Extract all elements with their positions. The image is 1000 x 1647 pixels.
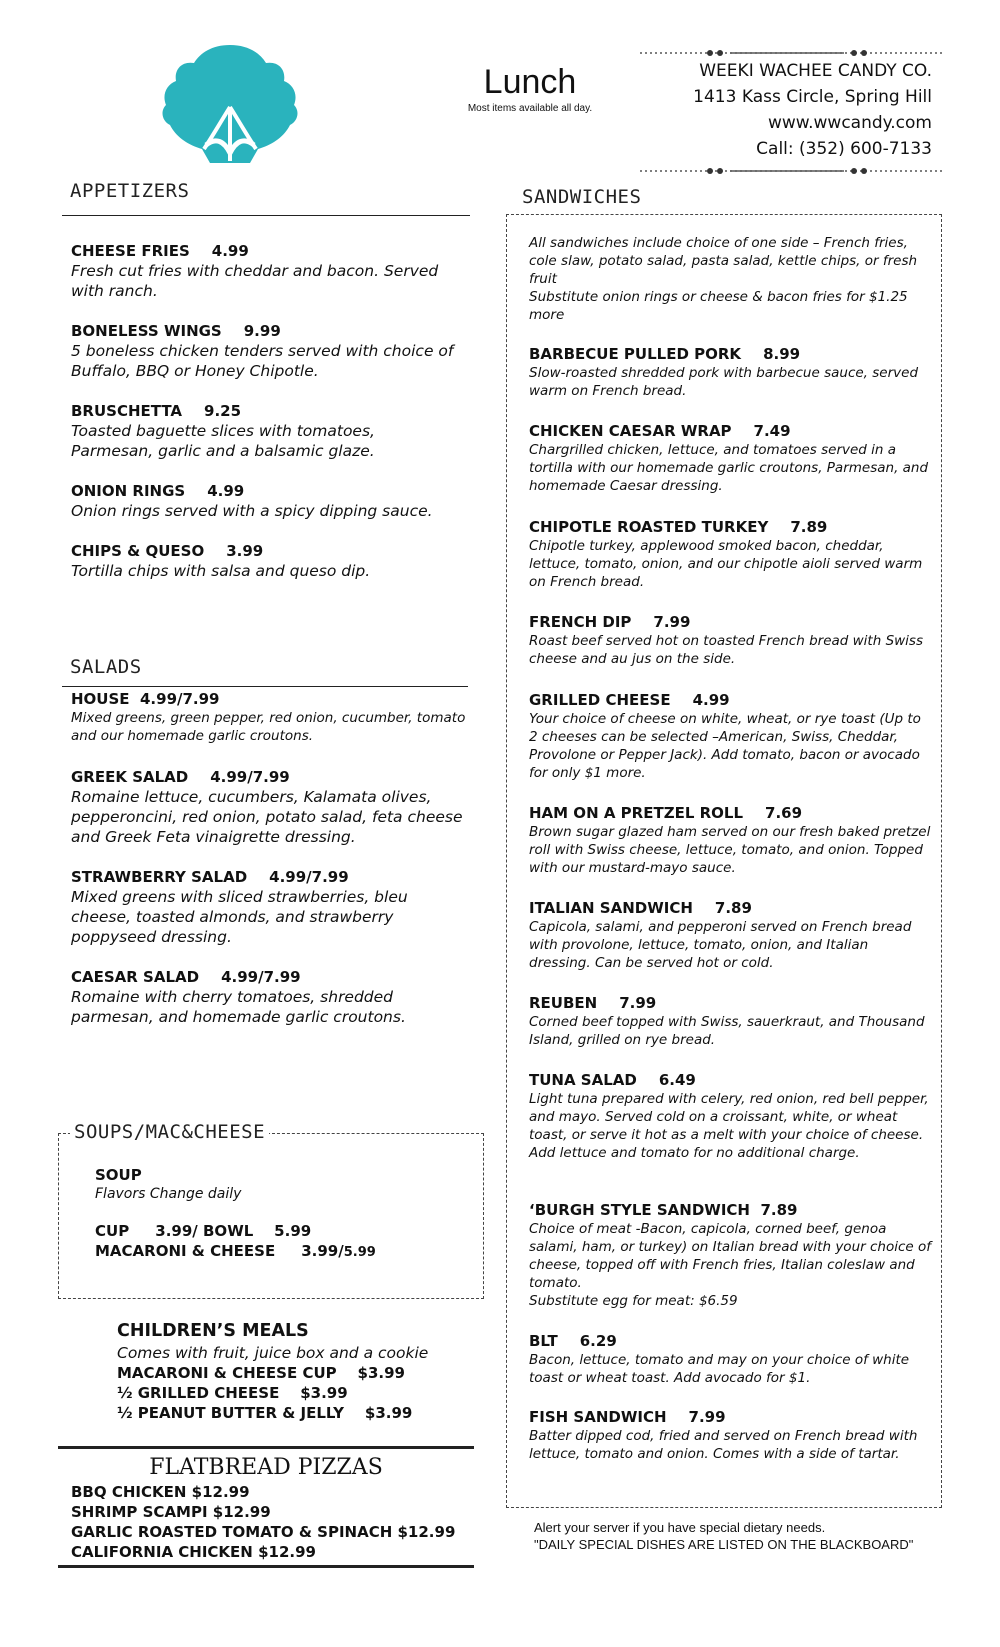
list-item: ½ GRILLED CHEESE $3.99: [117, 1384, 348, 1402]
flatbread-heading: FLATBREAD PIZZAS: [149, 1455, 383, 1480]
list-item: [71, 867, 471, 967]
company-phone: Call: (352) 600-7133: [756, 139, 932, 159]
company-website: www.wwcandy.com: [767, 113, 932, 133]
list-item: SHRIMP SCAMPI $12.99: [71, 1503, 271, 1521]
list-item: MACARONI & CHEESE CUP $3.99: [117, 1364, 405, 1382]
item-description-note: Substitute egg for meat: $6.59: [529, 1293, 738, 1309]
list-item: [71, 767, 471, 867]
appetizer-list: [71, 241, 461, 581]
sandwich-intro-substitute: Substitute onion rings or cheese & bacon fries for $1.25 more: [529, 289, 908, 323]
item-price: 7.89: [790, 518, 828, 536]
item-price: 8.99: [763, 345, 801, 363]
item-price: 4.99/7.99: [221, 968, 301, 986]
childrens-heading: CHILDREN’S MEALS: [117, 1321, 309, 1341]
item-price: 4.99: [692, 691, 730, 709]
list-item: [529, 1407, 933, 1463]
flatbread-top-rule: [58, 1446, 474, 1449]
daily-specials-note: "DAILY SPECIAL DISHES ARE LISTED ON THE BLACKBOARD": [534, 1537, 914, 1552]
item-description: Light tuna prepared with celery, red onion, red bell pepper, and mayo. Served cold on a croissant, white, or wheat toast, or serve it hot as a melt with your choice of cheese.: [529, 1091, 929, 1143]
item-description: 5 boneless chicken tenders served with choice of Buffalo, BBQ or Honey Chipotle.: [71, 342, 454, 380]
item-name: HOUSE: [71, 690, 130, 708]
item-price: 9.25: [204, 402, 242, 420]
list-item: [529, 803, 933, 898]
item-description: Brown sugar glazed ham served on our fresh baked pretzel roll with Swiss cheese, lettuce, tomato, and onion. Topped with our mustard-mayo sauce.: [529, 824, 931, 876]
item-description: Chipotle turkey, applewood smoked bacon, cheddar, lettuce, tomato, onion, and our chipotle aioli served warm on French bread.: [529, 538, 923, 590]
item-name: ‘BURGH STYLE SANDWICH: [529, 1201, 750, 1219]
mac-cheese-name: MACARONI & CHEESE: [95, 1242, 276, 1260]
item-price: 7.49: [753, 422, 791, 440]
item-price: 4.99/7.99: [269, 868, 349, 886]
shell-logo-icon: [160, 45, 300, 163]
item-description: Choice of meat -Bacon, capicola, corned beef, genoa salami, ham, or turkey) on Italian bread with your choice of cheese, topped off with French fries, Italian coleslaw and tomato.: [529, 1221, 931, 1291]
sandwiches-heading: SANDWICHES: [518, 186, 645, 208]
appetizers-heading: APPETIZERS: [70, 180, 190, 202]
salads-heading: SALADS: [70, 656, 142, 678]
item-price: 6.49: [658, 1071, 696, 1089]
item-name: TUNA SALAD: [529, 1071, 637, 1089]
item-description: Chargrilled chicken, lettuce, and tomatoes served in a tortilla with our homemade garlic croutons, Parmesan, and homemade Caesar dressing.: [529, 442, 929, 494]
sandwich-intro: All sandwiches include choice of one side – French fries, cole slaw, potato salad, pasta salad, kettle chips, or fresh fruit: [529, 235, 918, 287]
item-name: GRILLED CHEESE: [529, 691, 671, 709]
list-item: [71, 689, 471, 767]
item-description: Mixed greens with sliced strawberries, bleu cheese, toasted almonds, and strawberry poppyseed dressing.: [71, 888, 408, 946]
item-name: CHEESE FRIES: [71, 242, 190, 260]
list-item: [529, 993, 933, 1070]
mac-cheese-price-large: 5.99: [343, 1245, 376, 1260]
soups-heading: SOUPS/MAC&CHEESE: [70, 1121, 269, 1143]
soup-name: SOUP: [95, 1166, 142, 1184]
item-name: CAESAR SALAD: [71, 968, 200, 986]
appetizers-rule: [62, 215, 470, 216]
list-item: [71, 481, 461, 541]
item-name: BLT: [529, 1332, 558, 1350]
item-description: Bacon, lettuce, tomato and may on your choice of white toast or wheat toast. Add avocado for $1.: [529, 1352, 910, 1386]
list-item: [529, 1331, 933, 1407]
item-name: STRAWBERRY SALAD: [71, 868, 248, 886]
item-price: 4.99/7.99: [210, 768, 290, 786]
item-name: BRUSCHETTA: [71, 402, 183, 420]
item-name: CHIPOTLE ROASTED TURKEY: [529, 518, 769, 536]
item-price: 7.99: [619, 994, 657, 1012]
childrens-description: Comes with fruit, juice box and a cookie: [117, 1344, 429, 1362]
list-item: GARLIC ROASTED TOMATO & SPINACH $12.99: [71, 1523, 456, 1541]
item-price: 4.99/7.99: [140, 690, 220, 708]
list-item: [529, 1070, 933, 1200]
item-price: 3.99: [226, 542, 264, 560]
list-item: ½ PEANUT BUTTER & JELLY $3.99: [117, 1404, 413, 1422]
dietary-note: Alert your server if you have special dietary needs.: [534, 1520, 826, 1535]
item-description: Capicola, salami, and pepperoni served on French bread with provolone, lettuce, tomato, onion, and Italian dressing. Can be served hot or cold.: [529, 919, 912, 971]
item-price: 7.99: [653, 613, 691, 631]
salad-list: [71, 689, 471, 1027]
list-item: [529, 690, 933, 803]
list-item: [71, 241, 461, 321]
item-description: Tortilla chips with salsa and queso dip.: [71, 562, 371, 580]
cup-bowl-prices: CUP 3.99/ BOWL 5.99: [95, 1222, 312, 1240]
mac-cheese-price: 3.99/: [301, 1242, 344, 1260]
page-subtitle: Most items available all day.: [467, 103, 593, 114]
item-price: 7.89: [714, 899, 752, 917]
item-description: Fresh cut fries with cheddar and bacon. Served with ranch.: [71, 262, 439, 300]
item-price: 9.99: [243, 322, 281, 340]
item-name: REUBEN: [529, 994, 598, 1012]
item-description: Romaine with cherry tomatoes, shredded parmesan, and homemade garlic croutons.: [71, 988, 406, 1026]
item-name: ONION RINGS: [71, 482, 186, 500]
sandwich-list: [529, 234, 933, 1463]
list-item: [529, 344, 933, 421]
item-name: FISH SANDWICH: [529, 1408, 667, 1426]
item-name: GREEK SALAD: [71, 768, 189, 786]
item-price: 7.89: [760, 1201, 798, 1219]
list-item: [71, 321, 461, 401]
list-item: CALIFORNIA CHICKEN $12.99: [71, 1543, 316, 1561]
item-name: FRENCH DIP: [529, 613, 632, 631]
soups-content: [95, 1165, 465, 1263]
item-description: Batter dipped cod, fried and served on French bread with lettuce, tomato and onion. Comes with a side of tartar.: [529, 1428, 918, 1462]
soup-description: Flavors Change daily: [95, 1186, 242, 1202]
company-name: WEEKI WACHEE CANDY CO.: [699, 61, 932, 81]
item-price: 4.99: [211, 242, 249, 260]
mac-cheese-row: [95, 1241, 465, 1263]
item-price: 6.29: [579, 1332, 617, 1350]
salads-rule: [62, 686, 468, 687]
list-item: [529, 421, 933, 517]
decorative-divider-top: [640, 48, 944, 58]
flatbread-list: [71, 1482, 481, 1562]
list-item: BBQ CHICKEN $12.99: [71, 1483, 250, 1501]
item-description: Roast beef served hot on toasted French bread with Swiss cheese and au jus on the side.: [529, 633, 923, 667]
item-price: 4.99: [207, 482, 245, 500]
company-info-block: [640, 48, 944, 178]
item-name: BARBECUE PULLED PORK: [529, 345, 742, 363]
item-name: ITALIAN SANDWICH: [529, 899, 693, 917]
list-item: [529, 612, 933, 690]
item-description: Toasted baguette slices with tomatoes, Parmesan, garlic and a balsamic glaze.: [71, 422, 375, 460]
item-price: 7.69: [765, 804, 803, 822]
item-price: 7.99: [688, 1408, 726, 1426]
item-description: Romaine lettuce, cucumbers, Kalamata olives, pepperoncini, red onion, potato salad, feta cheese and Greek Feta vinaigrette dressing.: [71, 788, 463, 846]
item-name: BONELESS WINGS: [71, 322, 222, 340]
item-description: Slow-roasted shredded pork with barbecue sauce, served warm on French bread.: [529, 365, 919, 399]
item-description: Onion rings served with a spicy dipping sauce.: [71, 502, 433, 520]
list-item: [529, 517, 933, 612]
item-name: CHIPS & QUESO: [71, 542, 205, 560]
list-item: [71, 967, 471, 1027]
list-item: [71, 541, 461, 581]
company-address: 1413 Kass Circle, Spring Hill: [693, 87, 932, 107]
page-title: Lunch: [483, 63, 577, 101]
item-name: CHICKEN CAESAR WRAP: [529, 422, 732, 440]
item-description: Your choice of cheese on white, wheat, or rye toast (Up to 2 cheeses can be selected –American, Swiss, Cheddar, Provolone or Pepper Jack). Add tomato, bacon or avocado for only $1 more.: [529, 711, 921, 781]
decorative-divider-bottom: [640, 166, 944, 176]
childrens-meals: [117, 1319, 477, 1423]
list-item: [71, 401, 461, 481]
list-item: [529, 1200, 933, 1331]
list-item: [529, 898, 933, 993]
item-description-note: Add lettuce and tomato for no additional charge.: [529, 1145, 860, 1161]
flatbread-bottom-rule: [58, 1565, 474, 1568]
item-description: Corned beef topped with Swiss, sauerkraut, and Thousand Island, grilled on rye bread.: [529, 1014, 925, 1048]
item-name: HAM ON A PRETZEL ROLL: [529, 804, 744, 822]
footer-notes: [534, 1519, 954, 1553]
item-description: Mixed greens, green pepper, red onion, cucumber, tomato and our homemade garlic croutons.: [71, 710, 466, 744]
